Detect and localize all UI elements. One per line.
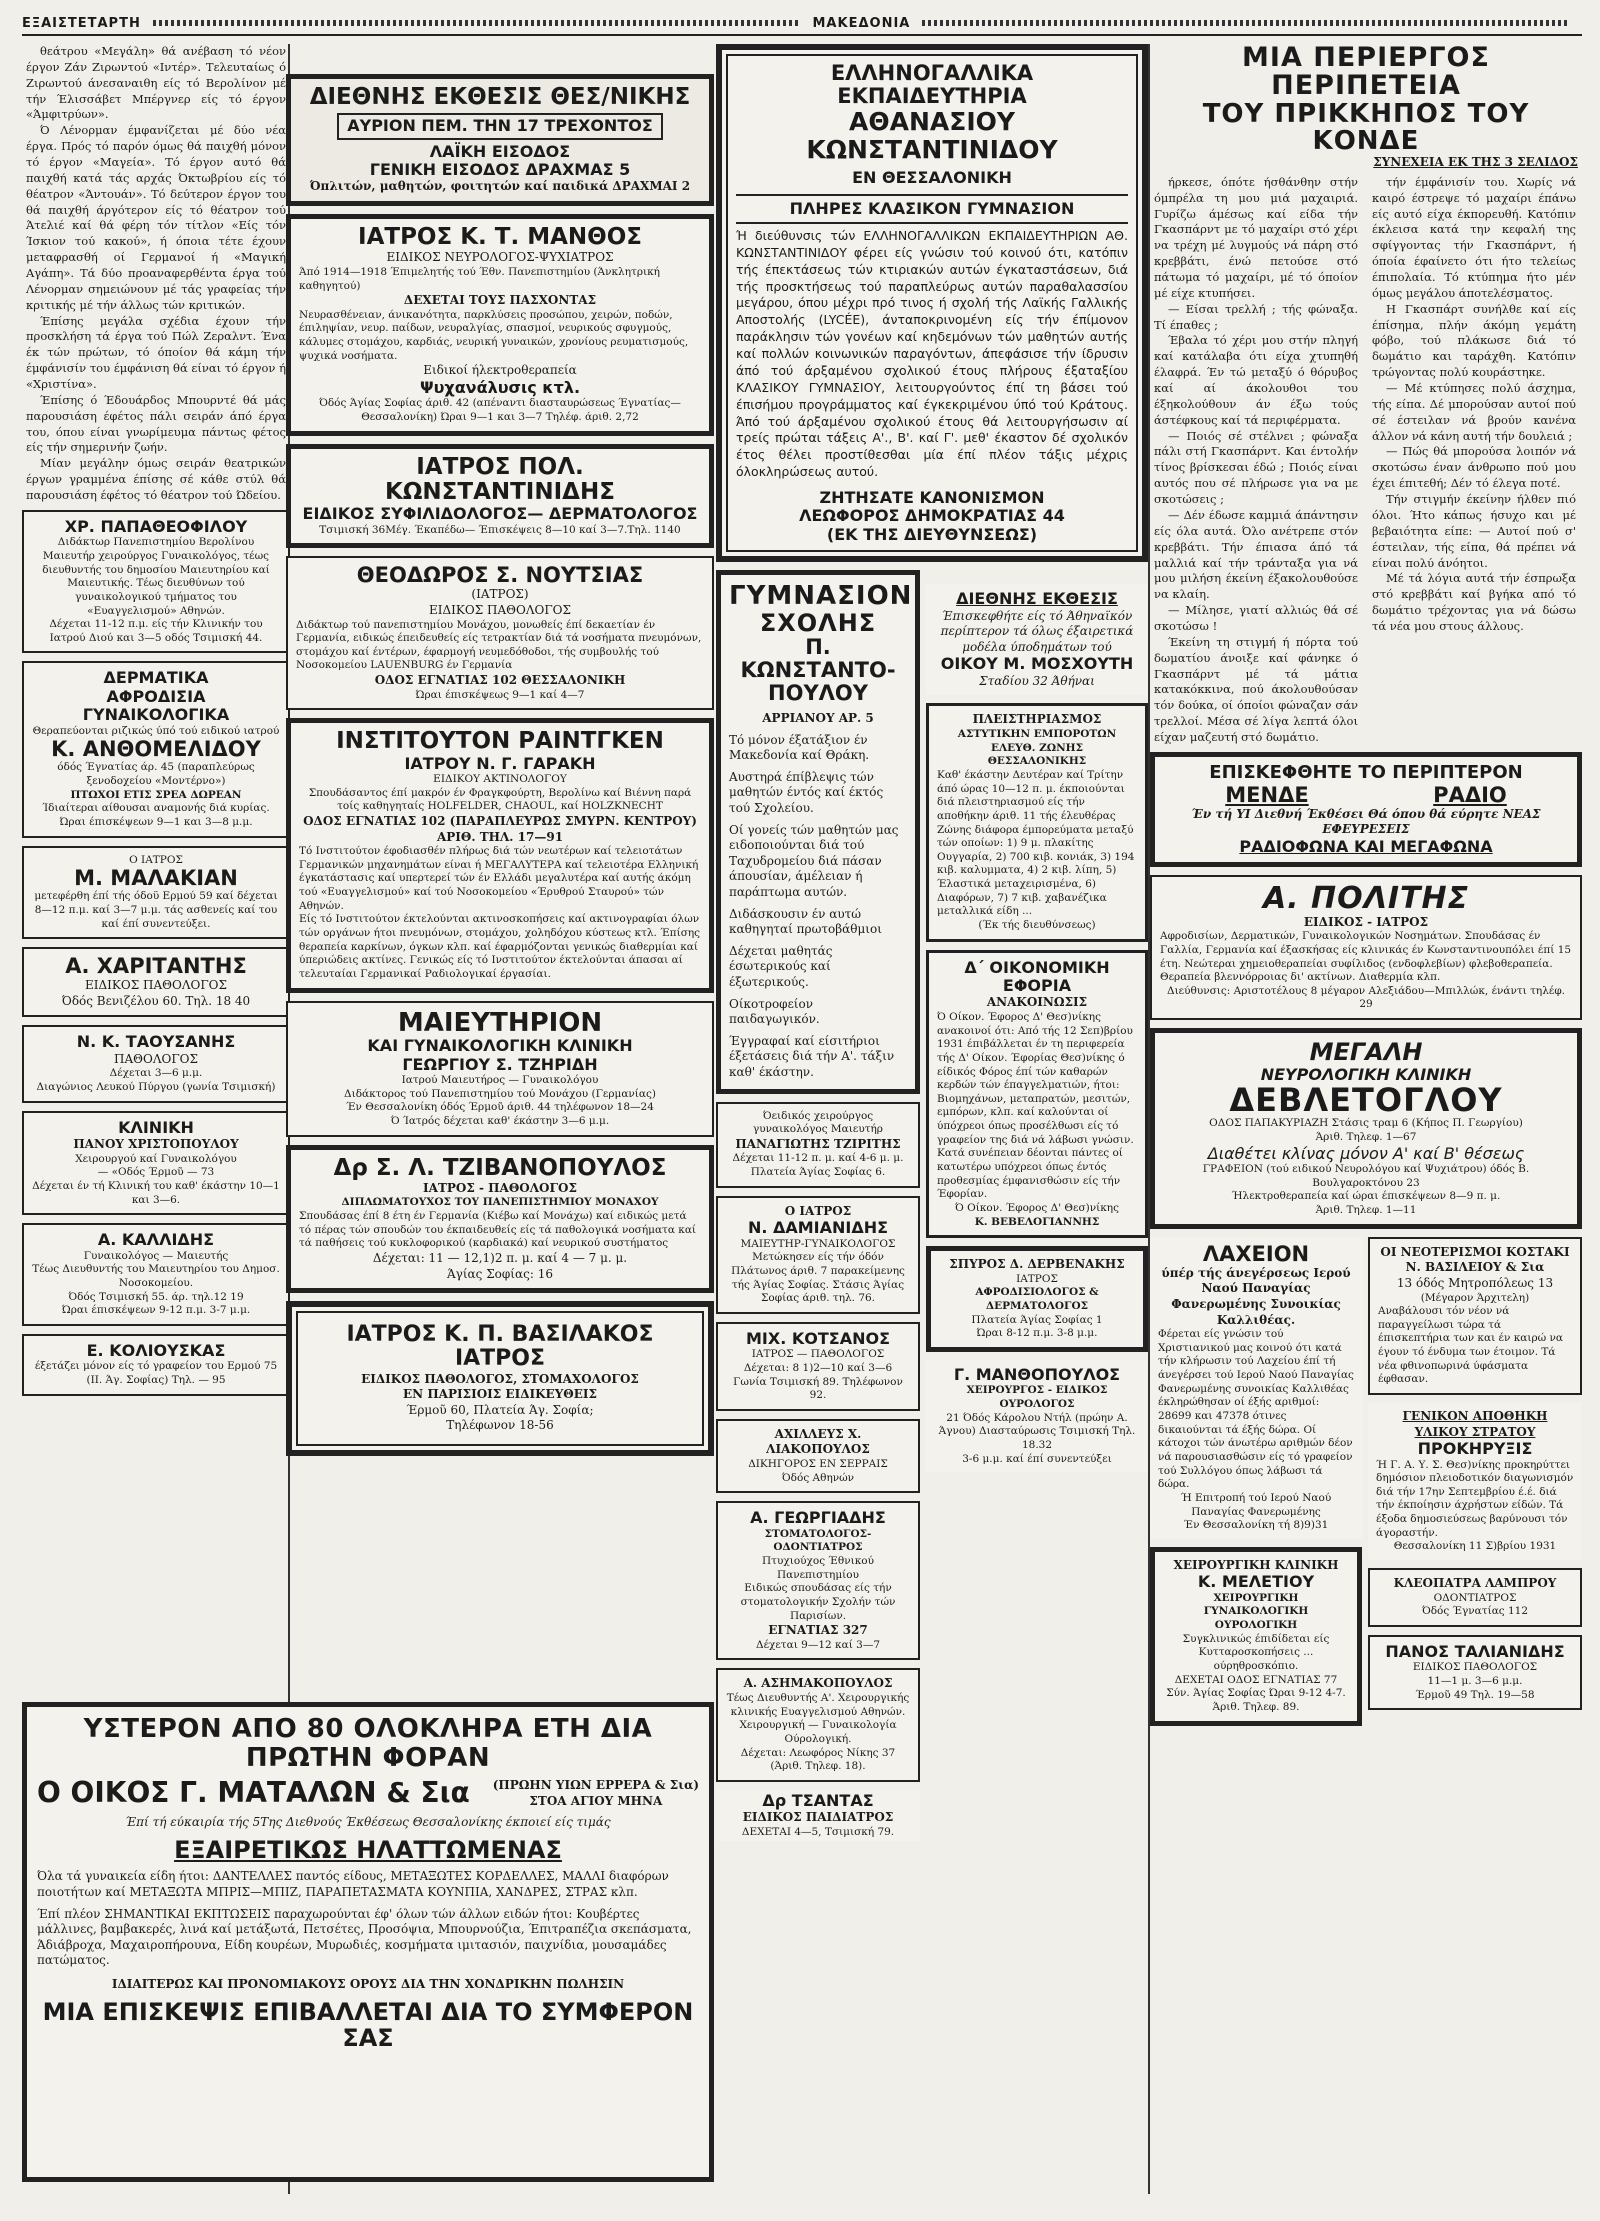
doctor-address: Έρμοῦ 60, Πλατεία Άγ. Σοφία;: [406, 1402, 594, 1417]
sale-location: ΣΤΟΑ ΑΓΙΟΥ ΜΗΝΑ: [529, 1793, 663, 1808]
doctor-bio: Τέως Διευθυντής του Μαιευτηρίου του Δημοσ. Νοσοκομείου.: [32, 1263, 280, 1289]
radio-brand-row: [1163, 784, 1569, 807]
clinic-hours: Δέχεται έν τή Κλινική του καθ' έκάστην 10—1 και 3—6.: [32, 1180, 280, 1206]
expo-text: Έπισκεφθήτε είς τό Άθηναϊκόν περίπτερον τά όλως έξαιρετικά μοδέλα ύποδημάτων τού: [940, 608, 1134, 654]
sale-former-name: (ΠΡΩΗΝ ΥΙΩΝ ΕΡΡΕΡΑ & Σια): [492, 1778, 699, 1793]
lottery-signature: Ή Επιτροπή τού Ιερού Ναού Παναγίας Φανερωμένης: [1180, 1491, 1332, 1518]
clinic-office: ΓΡΑΦΕΙΟΝ (τού ειδικού Νευρολόγου καί Ψυχιάτρου) όδός Β. Βουλγαροκτόνου 23: [1202, 1163, 1530, 1189]
doctor-specialty: ΕΙΔΙΚΟΥ ΑΚΤΙΝΟΛΟΓΟΥ: [433, 773, 567, 786]
doctor-address: Δέχεται: Λεωφόρος Νίκης 37 (Άριθ. Τηλεφ. 18).: [740, 1746, 896, 1773]
radio-brand: ΜΕΝΔΕ: [1225, 782, 1309, 807]
doctor-hours: Δέχεται: 11 — 12,1)2 π. μ. καί 4 — 7 μ. μ.: [372, 1250, 628, 1265]
doctor-specialty: ΙΑΤΡΟΣ — ΠΑΘΟΛΟΓΟΣ: [751, 1348, 885, 1361]
doctor-prefix: ΙΑΤΡΟΣ: [1016, 1272, 1058, 1285]
ad-charitantis: [22, 947, 290, 1017]
expo-title: ΔΙΕΘΝΗΣ ΕΚΘΕΣΙΣ: [956, 589, 1118, 609]
column-4: [1150, 44, 1582, 1734]
column-4-right: [1368, 1237, 1582, 1734]
doctor-address: Διεύθυνσις: Αριστοτέλους 8 μέγαρον Αλεξιάδου—Μπιλλώκ, ένάντι τηλέφ. 29: [1166, 984, 1566, 1011]
lawyer-name: ΑΧΙΛΛΕΥΣ Χ. ΛΙΑΚΟΠΟΥΛΟΣ: [766, 1426, 870, 1457]
doctor-bio: Μετώκησεν είς τήν όδόν Πλάτωνος άριθ. 7 παρακείμενης τής Άγίας Σοφίας. Στάσις Άγίας Σοφίας άριθ. τηλ. 76.: [731, 1251, 905, 1305]
lawyer-specialty: ΔΙΚΗΓΟΡΟΣ ΕΝ ΣΕΡΡΑΙΣ: [748, 1457, 888, 1470]
column-3-left: [716, 570, 920, 1849]
expo-general-price: ΓΕΝΙΚΗ ΕΙΣΟΔΟΣ ΔΡΑΧΜΑΣ 5: [369, 160, 631, 180]
doctor-name: Ν. ΔΑΜΙΑΝΙΔΗΣ: [747, 1218, 889, 1238]
doctor-bio: Σπουδάσας έπί 8 έτη έν Γερμανία (Κιέβω καί Μονάχω) καί ειδικώς μετά τό πέρας τών σπουδών του έκπαιδευθείς είς τά παθολογικά νοσήματα καί τά παθήσεις τού κυκλοφορικού (καρδιακά) καί νευρικού συστήματος: [299, 1210, 697, 1250]
doctor-address: Πλατεία Άγίας Σοφίας 1: [971, 1313, 1103, 1326]
notice-city: ΘΕΣΣΑΛΟΝΙΚΗΣ: [987, 755, 1087, 768]
doctor-hours: Δέχεται 9—12 καί 3—7: [755, 1638, 881, 1651]
doctor-address: Έρμοῦ 49 Τηλ. 19—58: [1415, 1688, 1535, 1701]
ad-line: Ειδικοί ήλεκτροθεραπεία: [423, 363, 577, 378]
clinic-hours: Ό Ίατρός δέχεται καθ' έκάστην 3—6 μ.μ.: [390, 1114, 610, 1127]
doctor-specialty: ΑΦΡΟΔΙΣΙΟΛΟΓΟΣ & ΔΕΡΜΑΤΟΛΟΓΟΣ: [975, 1286, 1099, 1313]
shop-name: ΟΙ ΝΕΟΤΕΡΙΣΜΟΙ ΚΟΣΤΑΚΙ Ν. ΒΑΣΙΛΕΙΟΥ & Σια: [1380, 1244, 1570, 1275]
ad-vasilakos: [286, 1301, 714, 1456]
school-title: ΕΛΛΗΝΟΓΑΛΛΙΚΑ ΕΚΠΑΙΔΕΥΤΗΡΙΑ: [830, 61, 1034, 109]
story-paragraph: τήν έμφάνισίν του. Χωρίς νά καιρό έστρεψε τό μαχαίρι έπάνω είς αυτό είχα έκπορευθή. Κατόπιν έκλεισα κατά την κεφαλή της σφίγγοντας τήν Γκασπάρντ, ή όποία έφαίνετο ότι ήτο τελείως έπιπολαία. Τό κτύπημα ήτο μέν όμως μεγάλου άποτελέσματος.: [1372, 174, 1576, 300]
clinic-subtitle: ΚΑΙ ΓΥΝΑΙΚΟΛΟΓΙΚΗ ΚΛΙΝΙΚΗ: [367, 1036, 633, 1056]
clinic-phone-2: Άριθ. Τηλεφ. 1—11: [1315, 1204, 1417, 1217]
ad-damianidis: [716, 1196, 920, 1314]
expo-reduced-price: Όπλιτών, μαθητών, φοιτητών καί παιδικά ΔΡΑΧΜΑΙ 2: [309, 179, 691, 194]
ad-devletoglou-clinic: [1150, 1028, 1582, 1229]
doctor-address: Άγίας Σοφίας: 16: [447, 1266, 553, 1281]
ad-mende-radio: [1150, 752, 1582, 867]
doctor-specialty: ΣΤΟΜΑΤΟΛΟΓΟΣ-ΟΔΟΝΤΙΑΤΡΟΣ: [764, 1527, 872, 1554]
doctor-name: Α. ΓΕΩΡΓΙΑΔΗΣ: [750, 1508, 886, 1528]
sale-wholesale: ΙΔΙΑΙΤΕΡΩΣ ΚΑΙ ΠΡΟΝΟΜΙΑΚΟΥΣ ΟΡΟΥΣ ΔΙΑ ΤΗΝ ΧΟΝΔΡΙΚΗΝ ΠΩΛΗΣΙΝ: [111, 1976, 625, 1991]
doctor-name: ΙΑΤΡΟΣ ΠΟΛ. ΚΩΝΣΤΑΝΤΙΝΙΔΗΣ: [385, 453, 615, 505]
doctor-specialty: Γυναικολόγος — Μαιευτής: [83, 1249, 229, 1262]
story-paragraph: Μέ τά λόγια αυτά τήν έσπρωξα στό κρεββάτι καί βγήκα από τό δωμάτιο τρέχοντας για νά δώσω τά νέα μου στους άλλους.: [1372, 571, 1576, 633]
doctor-specialty: ΕΙΔΙΚΟΣ ΠΑΘΟΛΟΓΟΣ, ΣΤΟΜΑΧΟΛΟΓΟΣ: [361, 1371, 639, 1386]
story-column-right: [1368, 175, 1580, 746]
story-paragraph: — Μίλησε, γιατί αλλιώς θά σέ σκοτώσω !: [1154, 603, 1358, 633]
doctor-name: Γ. ΜΑΝΘΟΠΟΥΛΟΣ: [953, 1365, 1121, 1385]
clinic-beds: Διαθέτει κλίνας μόνον Α' καί Β' θέσεως: [1207, 1143, 1525, 1163]
institute-address: ΟΔΟΣ ΕΓΝΑΤΙΑΣ 102 (ΠΑΡΑΠΛΕΥΡΩΣ ΣΜΥΡΝ. ΚΕΝΤΡΟΥ): [303, 813, 697, 828]
doctor-specialty: ΕΙΔΙΚΟΣ ΠΑΘΟΛΟΓΟΣ: [1412, 1661, 1538, 1674]
article-paragraph: Έπίσης μεγάλα σχέδια έχουν τήν προσκλήση τά έργα τού Πώλ Ζεραλντ. Ένα έκ τών πρώτων, τό όποίον θά κάμη τήν έμφάνισίν του έμφάνιση θά είναι τό έργον ή «Χριστίνα».: [26, 313, 286, 392]
column-3-split: [716, 570, 1148, 1849]
ad-konstantinidis: [286, 444, 714, 549]
ad-line: Ψυχανάλυσις κτλ.: [419, 377, 581, 397]
clinic-title: ΚΛΙΝΙΚΗ: [118, 1117, 194, 1137]
doctor-name: ΘΕΟΔΩΡΟΣ Σ. ΝΟΥΤΣΙΑΣ: [356, 563, 644, 588]
doctor-name: ΙΑΤΡΟΥ Ν. Γ. ΓΑΡΑΚΗ: [404, 753, 596, 773]
doctor-bio: Αφροδισίων, Δερματικών, Γυναικολογικών Νοσημάτων. Σπουδάσας έν Γαλλία, Γερμανία καί έξασκήσας είς κλινικάς έν Κωνσταντινουπόλει έπί 15 έτη. Νεώτεραι χημειοθεραπείαι συφίλιδος (ενδοφλεβίων) φλεβοθεραπεία. Θεραπεία βλεννόρροιας δι' ακτίνων. Διαθερμία κλπ.: [1160, 930, 1572, 984]
ad-raintgen-institute: [286, 718, 714, 992]
doctor-specialty: ΙΑΤΡΟΣ - ΠΑΘΟΛΟΓΟΣ: [423, 1180, 577, 1195]
doctor-name: Α. ΠΟΛΙΤΗΣ: [1262, 881, 1470, 917]
story-column-left: [1150, 175, 1362, 746]
clinic-phone: Άριθ. Τηλεφ. 1—67: [1315, 1131, 1417, 1144]
doctor-services: Νευρασθένειαν, άνικανότητα, παρκλύσεις προσώπου, χειρών, ποδών, έπιληψίαν, νευρ. παίδων, νευραλγίας, σπασμοί, νευρικούς σφυγμούς, κάλυμες στομάχου, καρδιάς, νευρική γυναικών, χρονίους ρευματισμούς, ψυχικά νοσήματα.: [299, 308, 689, 362]
doctor-hours: Δέχεται 11-12 π. μ. καί 4-6 μ. μ.: [732, 1152, 904, 1165]
story-continued: ΣΥΝΕΧΕΙΑ ΕΚ ΤΗΣ 3 ΣΕΛΙΔΟΣ: [1373, 155, 1578, 170]
radio-products: ΡΑΔΙΟΦΩΝΑ ΚΑΙ ΜΕΓΑΦΩΝΑ: [1239, 836, 1493, 856]
story-paragraph: — Ποιός σέ στέλνει ; φώναξα πάλι στή Γκασπάρντ. Και έντολήν τίνος βρίσκεσαι έδώ ; Ποιός είναι αυτός που σέ πλήρωσε για να με σκοτώσεις ;: [1154, 428, 1358, 507]
gym-school: ΣΧΟΛΗΣ: [759, 608, 877, 637]
story-article: [1150, 44, 1582, 746]
story-paragraph: Έκείνη τη στιγμή ή πόρτα τού δωματίου άνοιξε καί φάνηκε ό Γκασπάρντ μέ τά μάτια κατακόκκινα, πού άκολουθούσαν τόν δούκα, οί όποίοι φώναζαν σάν τρελλοί. Μέσα σέ λίγα λεπτά όλοι είχαν μαζευτή στό δωμάτιο.: [1154, 634, 1358, 744]
clinic-hours: Ήλεκτροθεραπεία καί ώραι έπισκέψεων 8—9 π. μ.: [1231, 1190, 1501, 1203]
ad-vasileiou-tailor: [1368, 1237, 1582, 1395]
ad-heading: ΔΕΡΜΑΤΙΚΑ: [103, 668, 209, 688]
gym-point: Αυστηρά έπίβλεψις τών μαθητών έντός καί έκτός τού Σχολείου.: [729, 769, 884, 815]
radio-text: Έν τή ΥΙ Διεθνή Έκθέσει Θά όπου θά εύρητε ΝΕΑΣ ΕΦΕΥΡΕΣΕΙΣ: [1191, 806, 1541, 837]
clinic-name: ΔΕΒΛΕΤΟΓΛΟΥ: [1229, 1080, 1503, 1119]
doctor-specialty: ΕΙΔΙΚΟΣ ΝΕΥΡΟΛΟΓΟΣ-ΨΥΧΙΑΤΡΟΣ: [386, 250, 614, 265]
clinic-specialty: ΧΕΙΡΟΥΡΓΙΚΗ ΓΥΝΑΙΚΟΛΟΓΙΚΗ ΟΥΡΟΛΟΓΙΚΗ: [1203, 1591, 1309, 1632]
sale-occasion: Έπί τή εύκαιρία τής 5Της Διεθνούς Έκθέσεως Θεσσαλονίκης έκποιεί είς τιμάς: [125, 1815, 611, 1830]
ad-meletiou-clinic: [1150, 1547, 1362, 1726]
doctor-specialty: ΕΙΔΙΚΟΣ - ΙΑΤΡΟΣ: [1303, 914, 1429, 929]
notice-tax-office: [926, 950, 1148, 1239]
ad-matalon-sale: [22, 1702, 714, 2182]
doctor-address: όδός Έγνατίας άρ. 45 (παραπλεύρως ξενοδοχείου «Μοντέρνο»): [57, 761, 255, 787]
school-type: ΠΛΗΡΕΣ ΚΛΑΣΙΚΟΝ ΓΥΜΝΑΣΙΟΝ: [789, 198, 1075, 218]
doctor-specialty: ΕΙΔΙΚΟΣ ΠΑΘΟΛΟΓΟΣ: [85, 978, 227, 993]
doctor-specialty: Ιατρού Μαιευτήρος — Γυναικολόγου: [401, 1073, 599, 1086]
doctor-hours: Δέχεται 3—6 μ.μ.: [109, 1067, 203, 1080]
school-cta: ΖΗΤΗΣΑΤΕ ΚΑΝΟΝΙΣΜΟΝ: [819, 488, 1045, 508]
lottery-purpose: ύπέρ τής άνεγέρσεως Ιερού Ναού Παναγίας Φανερωμένης Συνοικίας Καλλιθέας.: [1161, 1265, 1351, 1327]
free-service: ΠΤΩΧΟΙ ΕΤΙΣ ΣΡΕΑ ΔΩΡΕΑΝ: [70, 788, 242, 801]
article-paragraph: θεάτρου «Μεγάλη» θά ανέβαση τό νέον έργον Ζάν Ζιρωντού «Ιντέρ». Τελευταίως ό Ζιρωντού άνεσαναιθη είς τό Βερολίνον μέ τήν Έλισσάβετ Μπέργνερ είς τό έργον «Άμφιτρύων».: [26, 44, 286, 122]
doctor-name: ΠΑΝΑΓΙΩΤΗΣ ΤΖΙΡΙΤΗΣ: [735, 1136, 901, 1151]
notice-title: Δ΄ ΟΙΚΟΝΟΜΙΚΗ ΕΦΟΡΙΑ: [964, 957, 1110, 996]
doctor-hours: Ώραι έπισκέψεως 9—1 καί 4—7: [415, 688, 585, 701]
ad-tzivanopoulos: [286, 1145, 714, 1294]
ad-kallidis: [22, 1223, 290, 1326]
expo-date: ΑΥΡΙΟΝ ΠΕΜ. ΤΗΝ 17 ΤΡΕΧΟΝΤΟΣ: [337, 113, 663, 139]
ad-talianidis: [1368, 1635, 1582, 1710]
ad-line: ΔΕΧΕΤΑΙ ΤΟΥΣ ΠΑΣΧΟΝΤΑΣ: [403, 293, 597, 308]
doctor-prefix: (ΙΑΤΡΟΣ): [471, 587, 529, 602]
notice-subtitle: ΑΣΤΥΤΙΚΗΝ ΕΜΠΟΡΟΤΩΝ ΕΛΕΥΘ. ΖΩΝΗΣ: [957, 728, 1117, 754]
sale-call-to-action: ΜΙΑ ΕΠΙΣΚΕΨΙΣ ΕΠΙΒΑΛΛΕΤΑΙ ΔΙΑ ΤΟ ΣΥΜΦΕΡΟΝ ΣΑΣ: [42, 1997, 694, 2052]
doctor-address: ΟΔΟΣ ΕΓΝΑΤΙΑΣ 102 ΘΕΣΣΑΛΟΝΙΚΗ: [374, 673, 626, 688]
doctor-address: ΕΓΝΑΤΙΑΣ 327: [768, 1623, 868, 1638]
notice-title: ΠΛΕΙΣΤΗΡΙΑΣΜΟΣ: [972, 712, 1102, 727]
ad-anthomeliou: [22, 661, 290, 837]
doctor-name: ΓΕΩΡΓΙΟΥ Σ. ΤΖΗΡΙΔΗ: [402, 1054, 598, 1074]
ad-koliouskas: [22, 1334, 290, 1396]
article-paragraph: Ό Λένορμαν έμφανίζεται μέ δύο νέα έργα. Πρός τό παρόν όμως θά παιχθή μόνον τό έργον «Μαγεία». Τό έργον αυτό θά παιχθή κατά τάς αρχάς Όκτωβρίου είς τό θέατρον «Άντουάν». Τό δεύτερον έργον του θά παιχθή άργότερον είς τό θέατρον τού Άτελιέ καί θά φέρη τόν τίτλον «Είς τόν Ίσκιον τού κακού», ή όποια τέτε έχουν μεταφρασθή οί Γερμανοί ή «Μαγική Αγάπη». Τά δύο προαναφερθέντα έργα τού Λένορμαν σημειώνουν μέ τάς γραφείας τήν κριτικής μέ τήν άλλως τών κριτικών.: [26, 123, 286, 312]
institute-description: Τό Ινστιτούτον έφοδιασθέν πλήρως διά τών νεωτέρων καί τελειοτάτων Γερμανικών μηχανημάτων είναι ή ΜΕΓΑΛΥΤΕΡΑ καί τελειοτέρα Ελληνική έγκατάστασις καί υπερτερεί τών έν Ελλάδι μεγαλυτέρα καί αυτής άκόμη τού «Ευαγγελισμού» καί τού Νοσοκομείου «Έρυθρού Σταυρού» τών Αθηνών.: [299, 845, 699, 912]
gym-point: Τό μόνον έξατάξιον έν Μακεδονία καί Θράκη.: [729, 732, 870, 763]
doctor-diploma: ΔΙΠΛΩΜΑΤΟΥΧΟΣ ΤΟΥ ΠΑΝΕΠΙΣΤΗΜΙΟΥ ΜΟΝΑΧΟΥ: [341, 1196, 659, 1209]
doctor-bio: Τέως Διευθυντής Α'. Χειρουργικής κλινικής Ευαγγελισμού Αθηνών.: [726, 1691, 910, 1718]
doctor-bio: Πτυχιούχος Έθνικού Πανεπιστημίου: [762, 1554, 874, 1581]
doctor-hours: Δέχεται 11-12 π.μ. είς τήν Κλινικήν του Ιατρού Διού και 3—5 οδός Τσιμισκή 44.: [49, 618, 263, 644]
ad-christopoulou: [22, 1111, 290, 1216]
story-columns: [1150, 175, 1582, 746]
notice-lottery: [1150, 1237, 1362, 1539]
gym-owner: Π. ΚΩΝΣΤΑΝΤΟ-ΠΟΥΛΟΥ: [740, 634, 896, 705]
lottery-body: Φέρεται είς γνώσιν τού Χριστιανικού μας κοινού ότι κατά τήν κλήρωσιν τού Λαχείου έπί τή άνεγέρσει τού Ιερού Ναού Παναγίας Φανερωμένης συνοικίας Καλλιθέας έκληρώθησαν οί έξής αριθμοί: 28699 και 47378 ότινες δικαιούνται τά έξής δώρα. Οί κάτοχοι τών άνωτέρω αριθμών δέον νά παρουσιασθώσιν είς τό γραφείον τού Συλλόγου όπως λάβωσι τά δώρα.: [1158, 1328, 1354, 1491]
doctor-name: Ε. ΚΟΛΙΟΥΣΚΑΣ: [86, 1340, 226, 1360]
notice-date: Θεσσαλονίκη 11 Σ)βρίου 1931: [1393, 1540, 1557, 1553]
masthead-center: ΜΑΚΕΔΟΝΙΑ: [812, 15, 911, 31]
doctor-address: Όδός Τσιμισκή 55. άρ. τηλ.12 19: [68, 1290, 244, 1303]
doctor-name: ΙΑΤΡΟΣ Κ. Π. ΒΑΣΙΛΑΚΟΣ ΙΑΤΡΟΣ: [346, 1322, 654, 1372]
ad-subheading: Θεραπεύονται ριζικώς ύπό τού ειδικού ιατρού: [32, 724, 280, 737]
doctor-name: Ν. Κ. ΤΑΟΥΣΑΝΗΣ: [76, 1032, 236, 1052]
doctor-name: Α. ΑΣΗΜΑΚΟΠΟΥΛΟΣ: [743, 1676, 893, 1691]
lottery-title: ΛΑΧΕΙΟΝ: [1202, 1241, 1310, 1266]
ad-noutsias: [286, 556, 714, 710]
radio-title: ΕΠΙΣΚΕΦΘΗΤΕ ΤΟ ΠΕΡΙΠΤΕΡΟΝ: [1209, 761, 1523, 783]
clinic-services: Συγκλινικώς έπιδίδεται είς Κυτταροσκοπήσεις ... ούρηθροσκόπιο.: [1182, 1632, 1330, 1672]
doctor-training: Ειδικώς σπουδάσας είς τήν στοματολογικήν Σχολήν τών Παρισίων.: [740, 1582, 896, 1622]
ad-papatheofilou: [22, 510, 290, 654]
column-3-right: [926, 570, 1148, 1849]
notice-body: Ή Γ. Α. Υ. Σ. Θεσ)νίκης προκηρύττει δημόσιον πλειοδοτικόν διαγωνισμόν διά τήν 17ην Σεπτεμβρίου έ.έ. διά τήν έκποίησιν άχρήστων είδών. Τά έξοδα δημοσιεύσεως βαρύνουσι τόν άγοραστήν.: [1376, 1458, 1574, 1539]
sale-company-details: [493, 1778, 699, 1809]
ad-malakian: [22, 846, 290, 940]
story-paragraph: — Είσαι τρελλή ; τής φώναξα. Τί έπαθες ;: [1154, 301, 1358, 332]
gym-point: Έγγραφαί καί είσιτήριοι έξετάσεις διά τήν Α'. τάξιν καθ' έκάστην.: [729, 1033, 895, 1079]
ad-tziridi-maternity: [286, 1001, 714, 1137]
notice-auction: [926, 703, 1148, 941]
ad-kotsanos: [716, 1322, 920, 1411]
column-1: [22, 44, 290, 1404]
school-city: ΕΝ ΘΕΣΣΑΛΟΝΙΚΗ: [852, 168, 1012, 188]
sale-items: Όλα τά γυναικεία είδη ήτοι: ΔΑΝΤΕΛΛΕΣ παντός είδους, ΜΕΤΑΞΩΤΕΣ ΚΟΡΔΕΛΛΕΣ, ΜΑΛΛΙ διαφόρων ποιοτήτων καί ΜΕΤΑΞΩΤΑ ΜΠΡΙΣ—ΜΠΙΖ, ΠΑΡΑΠΕΤΑΣΜΑΤΑ ΚΟΥΝΠΙΑ, ΧΑΝΔΡΕΣ, ΣΤΡΑΣ κλπ.: [37, 1869, 669, 1899]
article-paragraph: Μίαν μεγάλην όμως σειράν θεατρικών έργων γραμμένα έπίσης σέ κάθε στύλ θά παρουσιάση έφέτος τό θέατρον τού Ώδείου.: [26, 456, 286, 503]
doctor-hours: ΔΕΧΕΤΑΙ 4—5, Τσιμισκή 79.: [741, 1825, 895, 1838]
doctor-address: Πλατεία Άγίας Σοφίας 6.: [750, 1166, 886, 1179]
masthead-left: ΕΞΑΙΣΤΕΤΑΡΤΗ: [22, 15, 141, 31]
doctor-address: Διαγώνιος Λευκού Πύργου (γωνία Τσιμισκή): [36, 1081, 276, 1094]
ad-tziritis: [716, 1102, 920, 1188]
school-announcement: Ή διεύθυνσις τών ΕΛΛΗΝΟΓΑΛΛΙΚΩΝ ΕΚΠΑΙΔΕΥΤΗΡΙΩΝ ΑΘ. ΚΩΝΣΤΑΝΤΙΝΙΔΟΥ φέρει είς γνώσιν τού κοινού ότι, κατόπιν τής έπεκτάσεως τών κτιριακών αυτών έγκαταστάσεων, διά τής προσκτήσεως τού παραπλεύρως αυτών παραθαλασσίου μεγάρου, όπου μέχρι πρό τινος ή σχολή τής Λαϊκής Γαλλικής Αποστολής (LYCÉE), άνταποκρινομένη είς τήν έπίμονον παράκλησιν τών γονέων καί κηδεμόνων τών μαθητών αυτής καί πολλών κοινωνικών παραγόντων, άπεφάσισε τήν ίδρυσιν άπό τού άρξαμένου σχολικού έτους πλήρους έξαταξίου ΚΛΑΣΙΚΟΥ ΓΥΜΝΑΣΙΟΥ, λειτουργούντος έπί τη βάσει τού έπισήμου προγράμματος καί έγκεκριμένου ύπό τού Κράτους. Άπό τού άρξαμένου σχολικού έτους θά λειτουργήσωσιν αί τρείς πρώται τάξεις Α'., Β'. καί Γ'. μεθ' έκαστον δέ σχολικόν έτος θέλει προστίθεσθαι μία έπί πλέον τάξις μέχρις όλοκληρώσεως αυτού.: [736, 227, 1128, 480]
doctor-hours: 3-6 μ.μ. καί έπί συνεντεύξει: [962, 1452, 1112, 1465]
shop-address: 13 όδός Μητροπόλεως 13: [1396, 1275, 1554, 1290]
doctor-specialty: ΕΙΔΙΚΟΣ ΣΥΦΙΛΙΔΟΛΟΓΟΣ— ΔΕΡΜΑΤΟΛΟΓΟΣ: [302, 504, 698, 524]
story-paragraph: Η Γκασπάρτ συνήλθε καί είς έπίσημα, πλήν άκόμη γεμάτη φόβο, τού πλάκωσε διά τό δωμάτιο και ταράχθη. Κατόπιν τρώγοντας πολύ κουράστηκε.: [1372, 301, 1576, 380]
doctor-specialty: ΜΑΙΕΥΤΗΡ-ΓΥΝΑΙΚΟΛΟΓΟΣ: [740, 1237, 896, 1250]
doctor-name: ΠΑΝΟΣ ΤΑΛΙΑΝΙΔΗΣ: [1385, 1641, 1565, 1661]
doctor-name: Μ. ΜΑΛΑΚΙΑΝ: [74, 866, 238, 891]
doctor-name: ΜΙΧ. ΚΟΤΣΑΝΟΣ: [745, 1328, 890, 1348]
notice-subtitle: ΑΝΑΚΟΙΝΩΣΙΣ: [986, 995, 1088, 1010]
ad-asimakopoulos: [716, 1668, 920, 1781]
ad-georgiadis: [716, 1501, 920, 1660]
institute-services: Είς τό Ινστιτούτον έκτελούνται ακτινοσκοπήσεις καί ακτινογραφίαι όλων τών οργάνων ήτοι πνευμόνων, στομάχου, χοληδόχου κύστεως κτλ. Έπίσης θεραπεία καρκίνων, όγκων κλπ. καί έφαρμόζονται γενικώς διαθερμίαι καί ύπεριώδεις ακτίνες. Γενικώς είς τό Ινστιτούτον έκτελούνται άπασαι αί τελευταίαι Γερμανικαί Ραδιολογικαί έργασίαι.: [299, 913, 701, 980]
doctor-name: Α. ΧΑΡΙΤΑΝΤΗΣ: [65, 954, 247, 979]
school-source: (ΕΚ ΤΗΣ ΔΙΕΥΘΥΝΣΕΩΣ): [826, 524, 1038, 544]
ad-manthos: [286, 214, 714, 436]
school-owner: ΑΘΑΝΑΣΙΟΥ ΚΩΝΣΤΑΝΤΙΝΙΔΟΥ: [806, 107, 1058, 164]
ad-manthopoulos: [926, 1360, 1148, 1472]
doctor-prefix: Ο ΙΑΤΡΟΣ: [129, 853, 183, 866]
notice-signature: (Έκ τής διευθύνσεως): [978, 918, 1096, 931]
theatre-article: [22, 44, 290, 504]
doctor-address: 21 Όδός Κάρολου Ντήλ (πρώην Α. Άγνου) Διασταύρωσις Τσιμισκή Τηλ. 18.32: [938, 1411, 1136, 1451]
doctor-name: ΙΑΤΡΟΣ Κ. Τ. ΜΑΝΘΟΣ: [358, 224, 642, 251]
doctor-specialty: Χειρουργική — Γυναικολογία Ούρολογική.: [739, 1719, 897, 1745]
doctor-name: Α. ΚΑΛΛΙΔΗΣ: [97, 1230, 215, 1250]
shop-building: (Μέγαρον Άρχιτελη): [1420, 1291, 1530, 1304]
ad-lamprou: [1368, 1568, 1582, 1627]
doctor-name: ΧΡ. ΠΑΠΑΘΕΟΦΙΛΟΥ: [64, 516, 248, 536]
doctor-name: Κ. ΜΕΛΕΤΙΟΥ: [1197, 1572, 1315, 1592]
shop-address: Σταδίου 32 Άθήναι: [979, 673, 1095, 688]
ad-heading: ΑΦΡΟΔΙΣΙΑ: [106, 686, 206, 706]
doctor-address: Όδός Άγίας Σοφίας άριθ. 42 (απέναντι διασταυρώσεως Έγνατίας—Θεσσαλονίκη) Ώραι 9—1 και 3—7 Τηλέφ. άριθ. 2,72: [319, 397, 681, 424]
ad-greek-french-school: [716, 44, 1148, 562]
institute-title: ΙΝΣΤΙΤΟΥΤΟΝ ΡΑΙΝΤΓΚΕΝ: [336, 728, 664, 755]
sale-discount: ΕΞΑΙΡΕΤΙΚΩΣ ΗΛΑΤΤΩΜΕΝΑΣ: [174, 1835, 562, 1864]
shop-body: Αναβάλουσι τόν νέον νά παραγγείλωσι τώρα τά έπισκεπτήρια των και έν καιρώ να έγουν τό ένδυμα των έτοιμον. Τά νέα φθινοπωρινά ύφάσματα έφθασαν.: [1378, 1305, 1564, 1386]
notice-body: Καθ' έκάστην Δευτέραν καί Τρίτην άπό ώρας 10—12 π. μ. έκποιούνται διά πλειστηριασμού είς τήν αποθήκην άριθ. 11 τής έλευθέρας Ζώνης διάφορα έμπορεύματα μεταξύ τών οποίων: 1) 9 μ. πλακίτης Ουγγαρία, 2) 700 κιβ. κονιάκ, 3) 194 κιβ. καλυμματα, 4) 2 κιβ. λίπη, 5) Έλαστικά μεταχειρισμένα, 6) Διαφόρων, 7) 7 κιβ. χαβανέζικα μεταλλικά είδη ...: [937, 768, 1135, 918]
doctor-hours: Δέχεται: 8 1)2—10 καί 3—6 Γωνία Τσιμισκή 89. Τηλέφωνον 92.: [733, 1361, 903, 1402]
doctor-hours: Ώραι 8-12 π.μ. 3-8 μ.μ.: [976, 1327, 1098, 1340]
doctor-bio: έξετάζει μόνον είς τό γραφείον του Ερμού 75 (II. Άγ. Σοφίας) Τηλ. — 95: [34, 1360, 278, 1386]
doctor-specialty: ΕΙΔΙΚΟΣ ΠΑΘΟΛΟΓΟΣ: [429, 602, 571, 617]
gym-point: Οίκοτροφείον παιδαγωγικόν.: [729, 996, 820, 1027]
gym-address: ΑΡΡΙΑΝΟΥ ΑΡ. 5: [762, 711, 874, 726]
column-4-split: [1150, 1237, 1582, 1734]
doctor-bio: Σπουδάσαντος έπί μακρόν έν Φραγκφούρτη, Βερολίνω καί Βιέννη παρά τοίς καθηγηταίς HOLFELDER, CHAOUL, καί HOLZKNECHT: [308, 786, 692, 813]
doctor-address: Όδός Βενιζέλου 60. Τηλ. 18 40: [61, 993, 251, 1008]
notice-title: ΓΕΝΙΚΟΝ ΑΠΟΘΗΚΗ ΥΛΙΚΟΥ ΣΤΡΑΤΟΥ: [1402, 1408, 1548, 1439]
ad-taousanis: [22, 1025, 290, 1102]
gym-point: Διδάσκουσιν έν αυτώ καθηγηταί πρωτοβάθμιοι: [729, 906, 882, 937]
column-2: [286, 44, 714, 1464]
story-paragraph: Τήν στιγμήν έκείνην ήλθεν πιό όλοι. Ήτο κάπως ήσυχο και μέ βεβαιότητα είπε: — Αυτοί πού σ' έστειλαν, τής είπα, θά πρέπει νά είναι πολύ άνόητοι.: [1372, 492, 1576, 570]
clinic-address: ΟΔΟΣ ΠΑΠΑΚΥΡΙΑΖΗ Στάσις τραμ 6 (Κήπος Π. Γεωργίου): [1209, 1117, 1523, 1130]
doctor-name: ΣΠΥΡΟΣ Δ. ΔΕΡΒΕΝΑΚΗΣ: [949, 1257, 1125, 1272]
story-paragraph: — Δέν έδωσε καμμιά άπάντησιν είς όλα αυτά. Όλο ανέτρεπε στόν κρεββάτι. Τήν έπιασα άπό τά μαλλιά καί τήν τράνταξα για νά μου μιλήση έκείνη έξακολουθούσε να κλαίη.: [1154, 507, 1358, 602]
doctor-name: Δρ ΤΣΑΝΤΑΣ: [762, 1790, 874, 1810]
doctor-address: Όδός Έγνατίας 112: [1421, 1605, 1529, 1618]
shop-name: ΟΙΚΟΥ Μ. ΜΟΣΧΟΥΤΗ: [940, 654, 1134, 674]
ad-international-expo: [286, 74, 714, 206]
doctor-bio: Διδάκτωρ Πανεπιστημίου Βερολίνου Μαιευτήρ χειρούργος Γυναικολόγος, τέως διευθυντής του δημοσίου Μαιευτηρίου καί Μαιευτικής. Τέως διευθύνων τού γυναικολογικού τμήματος του «Ευαγγελισμού» Αθηνών.: [42, 536, 270, 617]
doctor-bio: Άπό 1914—1918 Έπιμελητής τού Έθν. Πανεπιστημίου (Άνκλητρική καθηγητού): [299, 265, 660, 292]
ad-mosxouti-shoes: [926, 584, 1148, 695]
doctor-address: Τσιμισκή 36Μέγ. Έκαπέδω— Έπισκέψεις 8—10 καί 3—7.Τηλ. 1140: [319, 523, 681, 536]
doctor-hours: Ώραι έπισκέψεων 9—1 και 3—8 μ.μ.: [59, 815, 253, 828]
ad-heading: ΓΥΝΑΙΚΟΛΟΓΙΚΑ: [82, 705, 230, 725]
clinic-title: ΧΕΙΡΟΥΡΓΙΚΗ ΚΛΙΝΙΚΗ: [1173, 1557, 1339, 1572]
doctor-phone: Τηλέφωνον 18-56: [446, 1418, 554, 1433]
ad-dervenakis: [926, 1246, 1148, 1352]
masthead-rule: [153, 20, 801, 26]
ad-gymnasion: [716, 570, 920, 1093]
story-paragraph: — Πώς θά μπορούσα λοιπόν νά σκοτώσω έναν άνθρωπο πού μου έχει έπιτεθή; Δέν τό έλεγα ποτέ.: [1372, 444, 1576, 491]
clinic-address: — «Οδός Έρμοῦ — 73: [97, 1166, 215, 1179]
doctor-specialty: ΕΙΔΙΚΟΣ ΠΑΙΔΙΑΤΡΟΣ: [742, 1810, 894, 1825]
ad-liakopoulos: [716, 1419, 920, 1493]
gym-point: Οί γονείς τών μαθητών μας ειδοποιούνται διά τού Ταχυδρομείου διά πάσαν άπουσίαν, άμέλειαν ή παράπτωμα αυτών.: [729, 822, 899, 899]
clinic-specialty: Χειρουργού καί Γυναικολόγου: [75, 1152, 237, 1165]
notice-subtitle: ΠΡΟΚΗΡΥΞΙΣ: [1417, 1439, 1533, 1459]
notice-army-depot: [1368, 1403, 1582, 1560]
doctor-specialty: ΟΔΟΝΤΙΑΤΡΟΣ: [1433, 1591, 1517, 1604]
institute-phone: ΑΡΙΘ. ΤΗΛ. 17—91: [436, 829, 564, 844]
sale-company-row: [37, 1778, 699, 1809]
doctor-name: Δρ Σ. Λ. ΤΖΙΒΑΝΟΠΟΥΛΟΣ: [333, 1154, 667, 1181]
doctor-name: ΚΛΕΟΠΑΤΡΑ ΛΑΜΠΡΟΥ: [1393, 1576, 1557, 1591]
ad-tsantas: [716, 1790, 920, 1842]
story-paragraph: — Μέ κτύπησες πολύ άσχημα, τής είπα. Δέ μπορούσαν αυτοί πού σέ έστειλαν νά βρούν κανένα άλλον νά κάνη αυτή τήν δουλειά ;: [1372, 381, 1576, 443]
ad-extra: Ίδιαίτεραι αίθουσαι αναμονής διά κυρίας.: [42, 802, 270, 815]
ad-politis: [1150, 875, 1582, 1020]
masthead: [22, 12, 1582, 36]
radio-brand-type: ΡΑΔΙΟ: [1433, 782, 1507, 807]
clinic-type: ΝΕΥΡΟΛΟΓΙΚΗ ΚΛΙΝΙΚΗ: [1260, 1064, 1472, 1084]
column-4-left: [1150, 1237, 1362, 1734]
doctor-bio: μετεφέρθη έπί τής όδοϋ Ερμού 59 καί δέχεται 8—12 π.μ. καί 3—7 μ.μ. τάς ασθενείς καί του καί έπί συνεντεύξει.: [34, 890, 278, 930]
doctor-hours: Ώραι έπισκέψεων 9-12 π.μ. 3-7 μ.μ.: [61, 1304, 251, 1317]
gym-title: ΓΥΜΝΑΣΙΟΝ: [729, 581, 913, 612]
clinic-owner: ΠΑΝΟΥ ΧΡΙΣΤΟΠΟΥΛΟΥ: [73, 1137, 239, 1152]
masthead-rule-right: [922, 20, 1570, 26]
lottery-date: Έν Θεσσαλονίκη τή 8)9)31: [1183, 1519, 1329, 1532]
doctor-prefix: Ο ΙΑΤΡΟΣ: [784, 1203, 852, 1218]
sale-extra-items: Έπί πλέον ΣΗΜΑΝΤΙΚΑΙ ΕΚΠΤΩΣΕΙΣ παραχωρούνται έφ' όλων τών άλλων ειδών ήτοι: Κουβέρτες μάλλινες, βαμβακερές, λινά καί μετάξωτά, Πετσέτες, Προσόψια, Μπουρνούζια, Έπιτραπέζια σκεπάσματα, Άδιάβροχα, Μαχαιροπήρουνα, Είδη κουρέων, Μυρωδιές, κοσμήματα ιμιτασιόν, παιχνίδια, μουσαμάδες πατώματος.: [37, 1906, 692, 1968]
story-subtitle: ΤΟΥ ΠΡΙΚΚΗΠΟΣ ΤΟΥ ΚΟΝΔΕ: [1202, 98, 1530, 156]
notice-signature: Ό Οίκον. Έφορος Δ' Θεσ)νίκης: [955, 1201, 1119, 1214]
sale-headline: ΥΣΤΕΡΟΝ ΑΠΟ 80 ΟΛΟΚΛΗΡΑ ΕΤΗ ΔΙΑ ΠΡΩΤΗΝ ΦΟΡΑΝ: [83, 1714, 653, 1773]
story-paragraph: Έβαλα τό χέρι μου στήν πληγή καί κατάλαβα ότι είχα χτυπηθή έλαφρά. Έν τώ μεταξύ ό θόρυβος καί αί άκολουθοι του έξηκολούθουν άν έξω τούς άστέφκους καί τά περιφέρματα.: [1154, 333, 1358, 427]
lawyer-address: Όδός Αθηνών: [781, 1471, 855, 1484]
clinic-size: ΜΕΓΑΛΗ: [1309, 1038, 1423, 1067]
doctor-name: Κ. ΑΝΘΟΜΕΛΙΔΟΥ: [51, 737, 261, 762]
clinic-address: ΔΕΧΕΤΑΙ ΟΔΟΣ ΕΓΝΑΤΙΑΣ 77 Σύν. Άγίας Σοφίας Ώραι 9-12 4-7. Άριθ. Τηλεφ. 89.: [1166, 1673, 1346, 1713]
expo-title: ΔΙΕΘΝΗΣ ΕΚΘΕΣΙΣ ΘΕΣ/ΝΙΚΗΣ: [309, 84, 691, 110]
article-paragraph: Έπίσης ό Έδουάρδος Μπουρντέ θά μάς παρουσιάση έφέτος πάλι σειράν άπό έργα του, όπου είναι γνωρίμευμα πάντως φέτος είς τήν σημερινήν ζωήν.: [26, 392, 286, 455]
expo-entry: ΛΑΪΚΗ ΕΙΣΟΔΟΣ: [429, 141, 571, 161]
doctor-training: ΕΝ ΠΑΡΙΣΙΟΙΣ ΕΙΔΙΚΕΥΘΕΙΣ: [403, 1387, 597, 1402]
story-title: ΜΙΑ ΠΕΡΙΕΡΓΟΣ ΠΕΡΙΠΕΤΕΙΑ: [1242, 42, 1490, 102]
doctor-specialty: ΧΕΙΡΟΥΡΓΟΣ - ΕΙΔΙΚΟΣ ΟΥΡΟΛΟΓΟΣ: [966, 1384, 1108, 1411]
doctor-bio: Διδάκτωρ τού πανεπιστημίου Μονάχου, μονωθείς έπί δεκαετίαν έν Γερμανία, ειδικώς έπειδευθείς είς τετρακτίαν διά τά νοσήματα πνευμόνων, στομάχου καί έντέρων, έφαρμογή νευμεδόθοδοι, τής συμβουλής τού Νοσοκομείου LAUENBURG έν Γερμανία: [296, 618, 702, 672]
school-address: ΛΕΩΦΟΡΟΣ ΔΗΜΟΚΡΑΤΙΑΣ 44: [799, 506, 1065, 526]
clinic-address: Έν Θεσσαλονίκη όδός Έρμοῦ άριθ. 44 τηλέφωνον 18—24: [346, 1101, 654, 1114]
clinic-title: ΜΑΙΕΥΤΗΡΙΟΝ: [397, 1007, 603, 1038]
doctor-prefix: Όειδικός χειρούργος γυναικολόγος Μαιευτήρ: [753, 1109, 883, 1136]
doctor-hours: 11—1 μ. 3—6 μ.μ.: [1427, 1674, 1523, 1687]
column-3: [716, 44, 1148, 1849]
notice-body: Ό Οίκον. Έφορος Δ' Θεσ)νίκης ανακοινοί ότι: Από τής 12 Σεπ)βρίου 1931 έπιβάλλεται έν τη περιφερεία τής Δ' Οίκον. Έφορίας Θεσ)νίκης ό είδικός Φόρος έπί τών καθαρών κερδών τών έπαγγελματιών, ήτοι: Βιομηχάνων, μεταπρατών, μεσιτών, εμπόρων, κλπ. καί καλούνται οί ύπόχρεοι όπως προσέλθωσι είς τό γραφείον της διά νά λάβωσι γνώσιν. Κατά συνέπειαν δέονται πάντες οί κατωτέρω υπόχρεοι όπως έντός προθεσμίας έμφανισθώσιν είς τήν Έφορίαν.: [937, 1011, 1134, 1201]
doctor-specialty: ΠΑΘΟΛΟΓΟΣ: [114, 1051, 198, 1066]
sale-company: Ο ΟΙΚΟΣ Γ. ΜΑΤΑΛΩΝ & Σια: [37, 1776, 470, 1810]
notice-signatory: Κ. ΒΕΒΕΛΟΓΙΑΝΝΗΣ: [974, 1215, 1100, 1228]
story-paragraph: ήρκεσε, όπότε ήσθάνθην στήν όμπρέλα τη μου μιά μαχαιριά. Γυρίζω άμέσως καί είδα τήν Γκασπάρντ με τό μαχαίρι στό χέρι να τρέχη μέ λυγμούς νά πάρη στό κρεββάτι, ένώ πετούσε στό πάτωμα τό μαχαίρι, μέ τό όποίον μέ είχε κτυπήσει.: [1154, 174, 1358, 300]
doctor-bio: Διδάκτορος τού Πανεπιστημίου τού Μονάχου (Γερμανίας): [344, 1087, 656, 1100]
gym-point: Δέχεται μαθητάς έσωτερικούς καί έξωτερικούς.: [729, 943, 833, 989]
